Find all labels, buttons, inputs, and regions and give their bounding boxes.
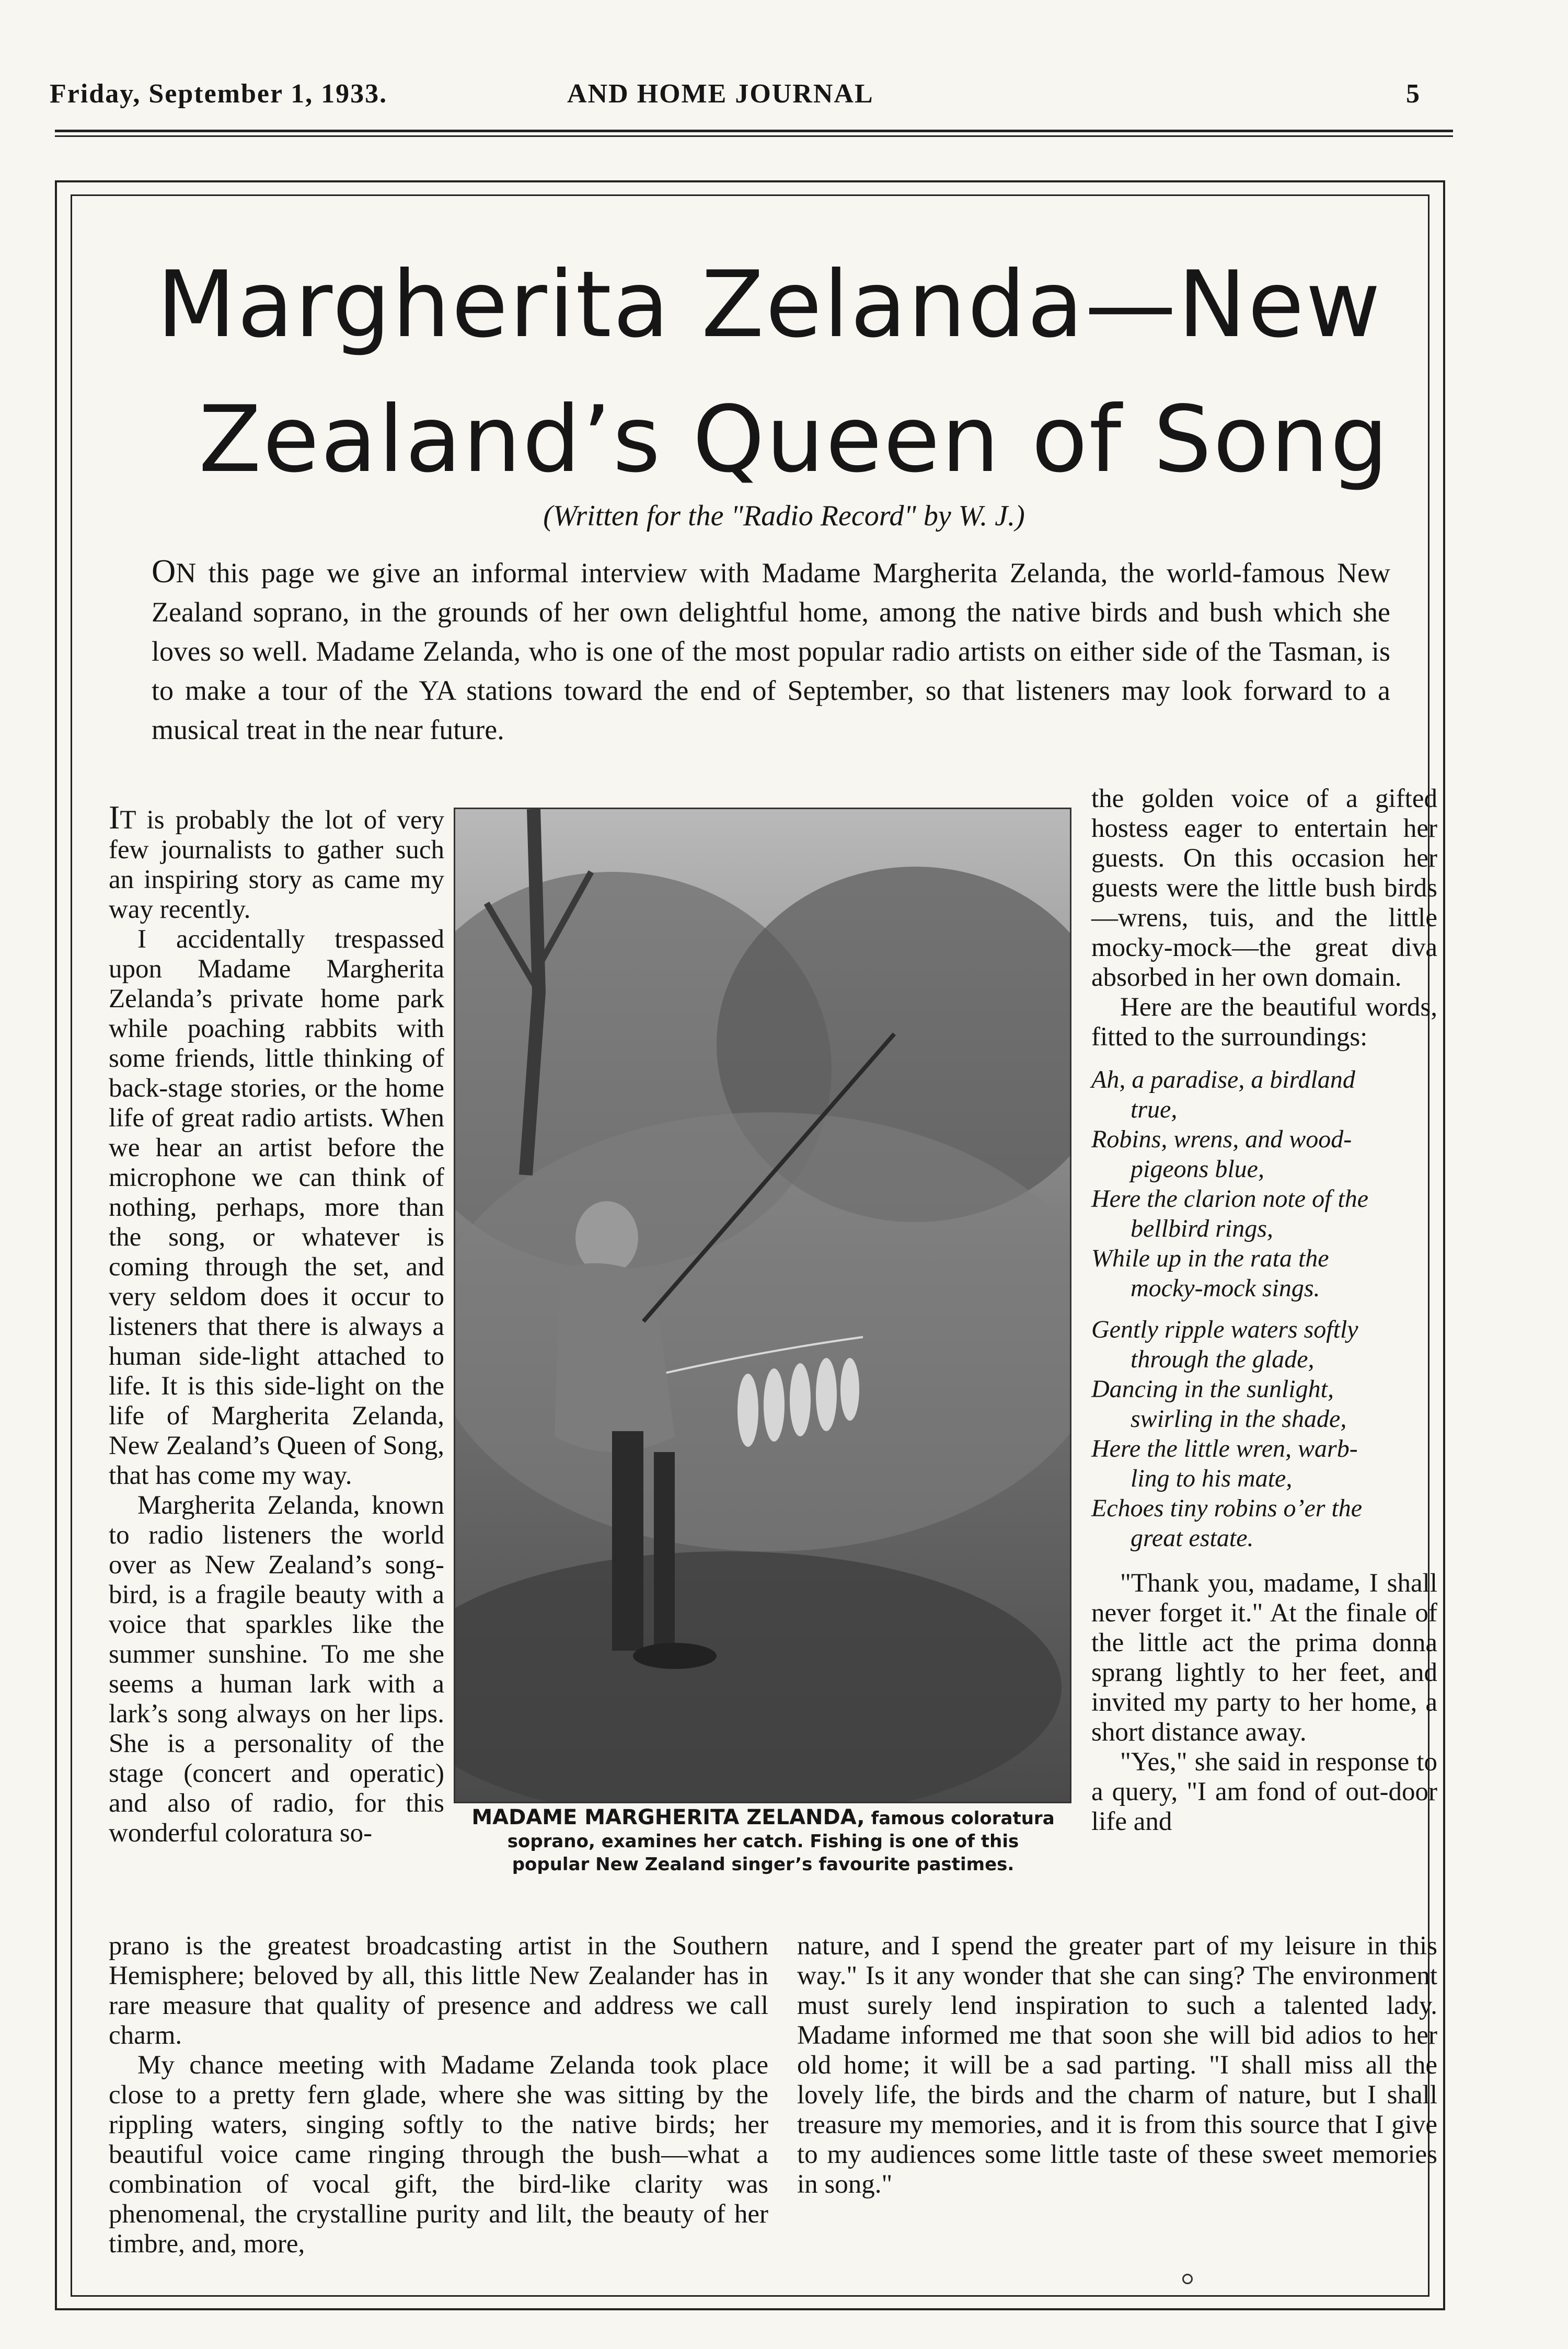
lyric-line: great estate.: [1131, 1524, 1254, 1552]
col3-paragraph-4: "Yes," she said in response to a query, "I am fond of out-door life and: [1091, 1747, 1437, 1836]
col1-paragraph-3: Margherita Zelanda, known to radio listeners the world over as New Zealand’s song-bird, is a fragile beauty with a voice that sparkles like the summer sunshine. To me she seems a human lark with a lark’s song always on her lips. She is a personality of the stage (concert and operatic) and also of radio, for this wonderful coloratura so-: [109, 1491, 444, 1848]
column-left: [109, 799, 444, 1848]
col1-paragraph-1: [109, 799, 444, 925]
woman-fishing-photo: [454, 808, 1071, 1803]
ornament-dot: [1182, 2274, 1193, 2284]
bottom-left-paragraph-1: prano is the greatest broadcasting artist in the Southern Hemisphere; beloved by all, this little New Zealander has in rare measure that quality of presence and address we call charm.: [109, 1931, 768, 2050]
article-intro: [152, 551, 1390, 750]
lyrics-stanza-2: [1091, 1315, 1437, 1553]
caption-text: famous coloratura soprano, examines her catch. Fishing is one of this popular New Zealand singer’s favourite pastimes.: [507, 1808, 1055, 1875]
masthead-publication: AND HOME JOURNAL: [567, 79, 874, 109]
col1-paragraph-2: I accidentally trespassed upon Madame Margherita Zelanda’s private home park while poaching rabbits with some friends, little thinking of back-stage stories, or the home life of great radio artists. When we hear an artist before the microphone we can think of nothing, perhaps, more than the song, or whatever is coming through the set, and very seldom does it occur to listeners that there is always a human side-light attached to life. It is this side-light on the life of Margherita Zelanda, New Zealand’s Queen of Song, that has come my way.: [109, 925, 444, 1490]
lyric-line: mocky-mock sings.: [1131, 1274, 1320, 1302]
lyric-line: Gently ripple waters softly: [1091, 1316, 1358, 1343]
lyric-line: Ah, a paradise, a birdland: [1091, 1066, 1355, 1093]
caption-name: MADAME MARGHERITA ZELANDA,: [471, 1805, 865, 1829]
lyric-line: While up in the rata the: [1091, 1245, 1329, 1272]
col1-p1-text: T is probably the lot of very few journalists to gather such an inspiring story as came my way recently.: [109, 805, 444, 924]
lyric-line: Here the little wren, warb-: [1091, 1435, 1358, 1463]
photo-illustration: [455, 809, 1070, 1802]
masthead-date: Friday, September 1, 1933.: [50, 79, 388, 109]
col3-paragraph-1: the golden voice of a gifted hostess eager to entertain her guests. On this occasion her guests were the little bush birds—wrens, tuis, and the little mocky-mock—the great diva absorbed in her own domain.: [1091, 784, 1437, 992]
article-headline: [157, 238, 1411, 508]
lyric-line: Robins, wrens, and wood-: [1091, 1125, 1352, 1153]
masthead-rule: [55, 130, 1453, 137]
page-number: 5: [1406, 79, 1421, 109]
bottom-right-block: [797, 1931, 1437, 2200]
intro-drop-cap: O: [152, 552, 176, 590]
headline-line-1: Margherita Zelanda—New: [157, 252, 1382, 358]
lyric-line: swirling in the shade,: [1131, 1405, 1347, 1433]
bottom-left-block: [109, 1931, 768, 2259]
lyric-line: Echoes tiny robins o’er the: [1091, 1494, 1363, 1522]
lyric-line: Dancing in the sunlight,: [1091, 1375, 1334, 1403]
lyric-line: true,: [1131, 1096, 1178, 1123]
article-byline: (Written for the "Radio Record" by W. J.): [543, 500, 1025, 532]
bottom-right-paragraph-1: nature, and I spend the greater part of my leisure in this way." Is it any wonder that she can sing? The environment must surely lend inspiration to such a talented lady. Madame informed me that soon she will bid adios to her old home; it will be a sad parting. "I shall miss all the lovely life, the birds and the charm of nature, but I shall treasure my memories, and it is from this source that I give to my audiences some little taste of these sweet memories in song.": [797, 1931, 1437, 2199]
bottom-left-paragraph-2: My chance meeting with Madame Zelanda took place close to a pretty fern glade, where she was sitting by the rippling waters, singing softly to the native birds; her beautiful voice came ringing through the bush—what a combination of vocal gift, the bird-like clarity was phenomenal, the crystalline purity and lilt, the beauty of her timbre, and, more,: [109, 2051, 768, 2259]
lyric-line: ling to his mate,: [1131, 1465, 1293, 1492]
lyric-line: through the glade,: [1131, 1345, 1315, 1373]
col3-paragraph-3: "Thank you, madame, I shall never forget it." At the finale of the little act the prima donna sprang lightly to her feet, and invited my party to her home, a short distance away.: [1091, 1569, 1437, 1747]
column-right: [1091, 784, 1437, 1837]
lyric-line: pigeons blue,: [1131, 1155, 1264, 1183]
headline-line-2: Zealand’s Queen of Song: [199, 387, 1390, 493]
lyric-line: bellbird rings,: [1131, 1215, 1273, 1242]
lyrics-stanza-1: [1091, 1065, 1437, 1303]
lyric-line: Here the clarion note of the: [1091, 1185, 1369, 1213]
intro-text: N this page we give an informal interview with Madame Margherita Zelanda, the world-famous New Zealand soprano, in the grounds of her own delightful home, among the native birds and bush which she loves so well. Madame Zelanda, who is one of the most popular radio artists on either side of the Tasman, is to make a tour of the YA stations toward the end of September, so that listeners may look forward to a musical treat in the near future.: [152, 557, 1390, 745]
song-lyrics: [1091, 1065, 1437, 1553]
col3-paragraph-2: Here are the beautiful words, fitted to the surroundings:: [1091, 993, 1437, 1052]
col1-drop-cap: I: [109, 799, 120, 836]
photo-caption: [470, 1806, 1056, 1876]
